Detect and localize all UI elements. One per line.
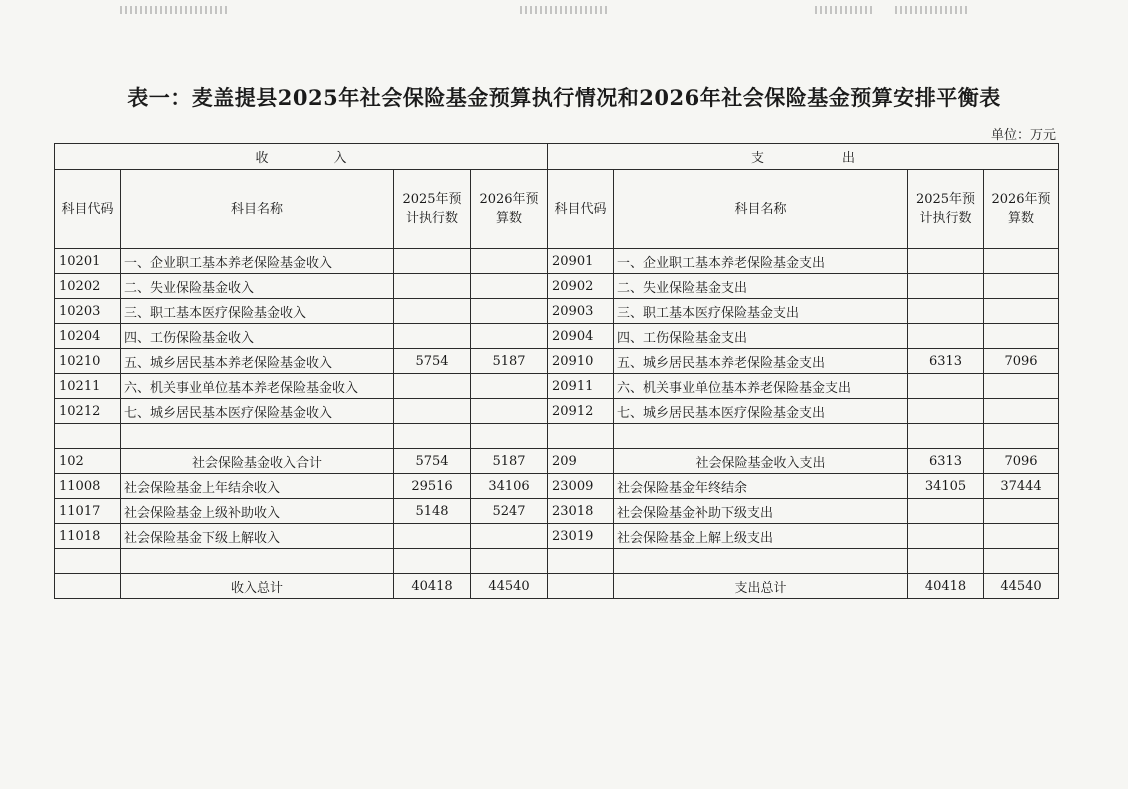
expense-code-cell: 20903 xyxy=(548,299,614,324)
totals-row xyxy=(55,574,1059,599)
expense-2025-cell xyxy=(908,524,984,549)
unit-label: 单位：万元 xyxy=(990,128,1056,143)
income-name-cell: 社会保险基金上级补助收入 xyxy=(121,499,394,524)
income-2026-cell xyxy=(471,299,548,324)
expense-2025-cell: 6313 xyxy=(908,349,984,374)
expense-2026-cell xyxy=(984,499,1059,524)
income-2026-cell xyxy=(471,249,548,274)
income-code-cell: 10203 xyxy=(55,299,121,324)
scan-artifact xyxy=(520,6,610,14)
income-code-cell: 10212 xyxy=(55,399,121,424)
expense-code-cell: 20901 xyxy=(548,249,614,274)
expense-code-cell: 20904 xyxy=(548,324,614,349)
income-2025-cell xyxy=(394,249,471,274)
income-2026-cell xyxy=(471,399,548,424)
income-code-cell: 10202 xyxy=(55,274,121,299)
income-2026-cell xyxy=(471,324,548,349)
income-code-cell: 102 xyxy=(55,449,121,474)
income-name-header: 科目名称 xyxy=(121,170,394,249)
income-code-cell: 10210 xyxy=(55,349,121,374)
expense-2026-cell: 7096 xyxy=(984,349,1059,374)
table-row xyxy=(55,349,1059,374)
page-title: 表一：麦盖提县2025年社会保险基金预算执行情况和2026年社会保险基金预算安排平衡表 xyxy=(127,85,1001,110)
expense-2025-cell xyxy=(908,299,984,324)
table-row xyxy=(55,249,1059,274)
expense-name-header: 科目名称 xyxy=(614,170,908,249)
balance-table xyxy=(54,143,1059,599)
expense-section-header: 支 出 xyxy=(548,144,1059,170)
expense-2025-header: 2025年预计执行数 xyxy=(908,170,984,249)
expense-2025-cell xyxy=(908,249,984,274)
scan-artifact xyxy=(120,6,230,14)
table-row xyxy=(55,449,1059,474)
income-name-cell: 三、职工基本医疗保险基金收入 xyxy=(121,299,394,324)
income-code-cell: 11017 xyxy=(55,499,121,524)
expense-name-cell xyxy=(614,424,908,449)
income-code-cell: 11008 xyxy=(55,474,121,499)
income-name-cell xyxy=(121,424,394,449)
income-2026-cell: 5187 xyxy=(471,449,548,474)
scan-artifact xyxy=(815,6,875,14)
income-2025-cell xyxy=(394,399,471,424)
expense-name-cell: 社会保险基金上解上级支出 xyxy=(614,524,908,549)
expense-code-cell: 20912 xyxy=(548,399,614,424)
table-row xyxy=(55,399,1059,424)
income-2025-header: 2025年预计执行数 xyxy=(394,170,471,249)
income-2026-cell: 5247 xyxy=(471,499,548,524)
income-name-cell xyxy=(121,549,394,574)
expense-code-cell: 23019 xyxy=(548,524,614,549)
income-code-cell: 11018 xyxy=(55,524,121,549)
expense-2025-cell xyxy=(908,274,984,299)
income-code-cell xyxy=(55,549,121,574)
table-row xyxy=(55,299,1059,324)
income-code-cell: 10211 xyxy=(55,374,121,399)
expense-2025-cell xyxy=(908,374,984,399)
income-2026-cell xyxy=(471,274,548,299)
income-section-header: 收 入 xyxy=(55,144,548,170)
expense-name-cell: 社会保险基金补助下级支出 xyxy=(614,499,908,524)
income-2025-cell xyxy=(394,299,471,324)
table-row xyxy=(55,374,1059,399)
income-2025-cell: 5148 xyxy=(394,499,471,524)
expense-2026-cell xyxy=(984,399,1059,424)
expense-name-cell: 三、职工基本医疗保险基金支出 xyxy=(614,299,908,324)
income-2025-cell xyxy=(394,374,471,399)
income-name-cell: 五、城乡居民基本养老保险基金收入 xyxy=(121,349,394,374)
table-row xyxy=(55,524,1059,549)
income-2026-cell xyxy=(471,524,548,549)
income-2025-cell xyxy=(394,424,471,449)
expense-2026-header: 2026年预算数 xyxy=(984,170,1059,249)
expense-2026-cell xyxy=(984,249,1059,274)
table-row xyxy=(55,424,1059,449)
income-2025-cell xyxy=(394,274,471,299)
expense-2026-cell xyxy=(984,274,1059,299)
expense-name-cell: 一、企业职工基本养老保险基金支出 xyxy=(614,249,908,274)
expense-name-cell: 社会保险基金年终结余 xyxy=(614,474,908,499)
income-name-cell: 社会保险基金上年结余收入 xyxy=(121,474,394,499)
expense-total-2025: 40418 xyxy=(908,574,984,599)
income-name-cell: 四、工伤保险基金收入 xyxy=(121,324,394,349)
income-2025-cell: 29516 xyxy=(394,474,471,499)
expense-2026-cell xyxy=(984,549,1059,574)
expense-2025-cell: 34105 xyxy=(908,474,984,499)
income-code-cell xyxy=(55,424,121,449)
expense-name-cell: 七、城乡居民基本医疗保险基金支出 xyxy=(614,399,908,424)
expense-name-cell xyxy=(614,549,908,574)
income-2025-cell: 5754 xyxy=(394,449,471,474)
expense-2025-cell xyxy=(908,324,984,349)
income-code-header: 科目代码 xyxy=(55,170,121,249)
income-2025-cell xyxy=(394,324,471,349)
expense-2026-cell xyxy=(984,299,1059,324)
expense-2025-cell xyxy=(908,549,984,574)
income-2026-cell xyxy=(471,549,548,574)
expense-code-cell: 23009 xyxy=(548,474,614,499)
income-2025-cell xyxy=(394,549,471,574)
income-name-cell: 社会保险基金收入合计 xyxy=(121,449,394,474)
expense-code-cell xyxy=(548,549,614,574)
income-total-2026: 44540 xyxy=(471,574,548,599)
expense-code-cell: 23018 xyxy=(548,499,614,524)
expense-2026-cell xyxy=(984,424,1059,449)
expense-2025-cell: 6313 xyxy=(908,449,984,474)
expense-name-cell: 六、机关事业单位基本养老保险基金支出 xyxy=(614,374,908,399)
expense-name-cell: 五、城乡居民基本养老保险基金支出 xyxy=(614,349,908,374)
income-2026-cell xyxy=(471,424,548,449)
income-2025-cell: 5754 xyxy=(394,349,471,374)
expense-2026-cell: 37444 xyxy=(984,474,1059,499)
expense-total-2026: 44540 xyxy=(984,574,1059,599)
income-code-cell: 10204 xyxy=(55,324,121,349)
expense-code-cell: 20902 xyxy=(548,274,614,299)
expense-name-cell: 社会保险基金收入支出 xyxy=(614,449,908,474)
income-name-cell: 社会保险基金下级上解收入 xyxy=(121,524,394,549)
expense-2026-cell xyxy=(984,524,1059,549)
income-code-cell: 10201 xyxy=(55,249,121,274)
income-2025-cell xyxy=(394,524,471,549)
expense-total-code-cell xyxy=(548,574,614,599)
expense-name-cell: 四、工伤保险基金支出 xyxy=(614,324,908,349)
expense-2025-cell xyxy=(908,399,984,424)
income-name-cell: 一、企业职工基本养老保险基金收入 xyxy=(121,249,394,274)
income-name-cell: 六、机关事业单位基本养老保险基金收入 xyxy=(121,374,394,399)
table-row xyxy=(55,324,1059,349)
income-name-cell: 七、城乡居民基本医疗保险基金收入 xyxy=(121,399,394,424)
income-2026-cell xyxy=(471,374,548,399)
expense-code-cell: 20911 xyxy=(548,374,614,399)
expense-2025-cell xyxy=(908,499,984,524)
scan-artifact xyxy=(895,6,970,14)
income-total-code-cell xyxy=(55,574,121,599)
income-total-label: 收入总计 xyxy=(121,574,394,599)
expense-2025-cell xyxy=(908,424,984,449)
table-row xyxy=(55,499,1059,524)
expense-code-cell: 20910 xyxy=(548,349,614,374)
table-row xyxy=(55,474,1059,499)
expense-total-label: 支出总计 xyxy=(614,574,908,599)
table-row xyxy=(55,274,1059,299)
income-name-cell: 二、失业保险基金收入 xyxy=(121,274,394,299)
expense-2026-cell: 7096 xyxy=(984,449,1059,474)
income-total-2025: 40418 xyxy=(394,574,471,599)
expense-code-cell xyxy=(548,424,614,449)
expense-2026-cell xyxy=(984,324,1059,349)
expense-2026-cell xyxy=(984,374,1059,399)
expense-name-cell: 二、失业保险基金支出 xyxy=(614,274,908,299)
expense-code-cell: 209 xyxy=(548,449,614,474)
expense-code-header: 科目代码 xyxy=(548,170,614,249)
table-row xyxy=(55,549,1059,574)
income-2026-header: 2026年预算数 xyxy=(471,170,548,249)
income-2026-cell: 34106 xyxy=(471,474,548,499)
income-2026-cell: 5187 xyxy=(471,349,548,374)
